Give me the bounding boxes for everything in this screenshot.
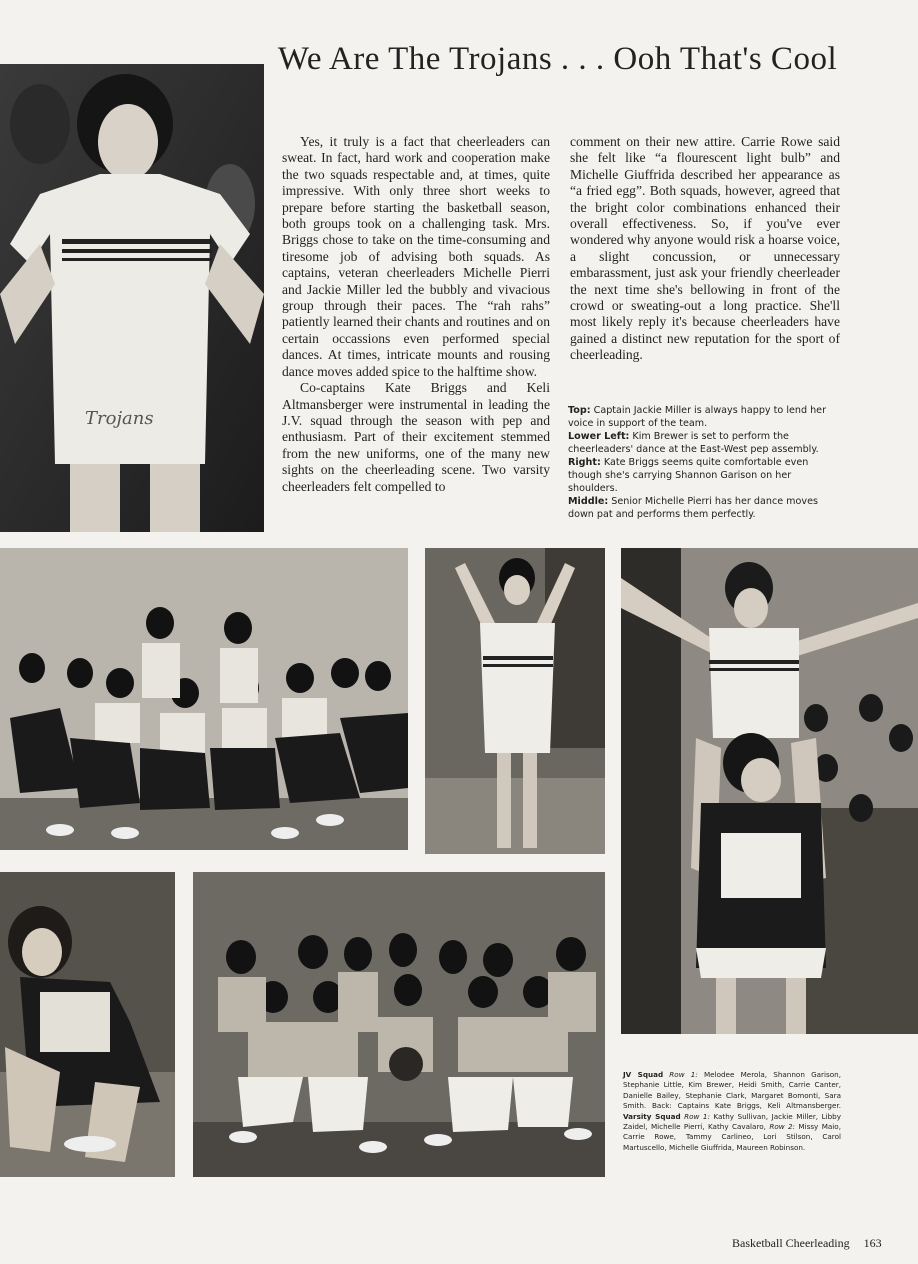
roster-jv-label: JV Squad (623, 1070, 664, 1079)
roster-row-label: Row 2: (769, 1122, 795, 1132)
uniform-lettering: Trojans (85, 408, 154, 429)
caption-label: Lower Left: (568, 431, 630, 443)
photo-jv-squad (193, 872, 605, 1177)
caption-text: Kim Brewer is set to perform the cheerleaders' dance at the East-West pep assembly. (568, 431, 819, 455)
caption-label: Middle: (568, 496, 609, 508)
article-paragraph: comment on their new attire. Carrie Rowe said she felt like “a flourescent light bulb” and Michelle Giuffrida described her appearance as “a fried egg”. Both squads, however, agreed that the bright color combinations enhanced their overall effectiveness. So, if you've ever wondered why anyone would risk a hoarse voice, a slight concussion, or unnecessary embarassment, just ask your friendly cheerleader the next time she's bellowing in front of the crowd or sweating-out a long practice. She'll most likely reply it's because cheerleaders have gained a distinct new reputation for the sport of cheerleading. (570, 134, 840, 363)
roster-row-label: Row 1: (669, 1070, 698, 1079)
photo-captions (568, 405, 840, 522)
roster-caption (623, 1070, 841, 1153)
article-column-2 (570, 134, 840, 364)
photo-lower-left-image (0, 872, 175, 1177)
photo-lower-left-kim-brewer (0, 872, 175, 1177)
photo-top-jackie-miller (0, 64, 264, 532)
footer-section: Basketball Cheerleading (732, 1236, 850, 1250)
roster-varsity-row1: Kathy Sullivan, Jackie Miller, Libby Zaidel, Michelle Pierri, Kathy Cavalaro, (623, 1111, 841, 1132)
caption-label: Top: (568, 405, 591, 416)
caption-lower-left (568, 431, 840, 456)
article-paragraph: Co-captains Kate Briggs and Keli Altmansberger were instrumental in leading the J.V. squad through the season with pep and enthusiasm. Part of their excitement stemmed from the new uniforms, one of the many new sights on the cheerleading scene. Two varsity cheerleaders felt compelled to (282, 380, 550, 494)
roster-varsity-row2: Missy Maio, Carrie Rowe, Tammy Carlineo, Lori Stilson, Carol Martuscello, Michelle Giuffrida, Maureen Robinson. (623, 1122, 841, 1152)
caption-middle (568, 496, 840, 521)
caption-top (568, 405, 840, 430)
photo-middle-image (425, 548, 605, 854)
caption-text: Kate Briggs seems quite comfortable even though she's carrying Shannon Garison on her shoulders. (568, 457, 809, 494)
caption-right (568, 457, 840, 495)
photo-varsity-image (0, 548, 408, 850)
photo-middle-michelle-pierri (425, 548, 605, 854)
page-number: 163 (863, 1236, 882, 1250)
photo-varsity-squad (0, 548, 408, 850)
roster-jv-row1: Melodee Merola, Shannon Garison, Stephanie Little, Kim Brewer, Heidi Smith, Carrie Canter, Danielle Bailey, Stephanie Clark, Margaret Bomonti, Sara Smith. Back: Captains Kate Briggs, Keli Altmansberger. (623, 1070, 841, 1111)
caption-text: Captain Jackie Miller is always happy to lend her voice in support of the team. (568, 405, 827, 429)
page-footer (732, 1236, 882, 1251)
roster-varsity-label: Varsity Squad (623, 1111, 681, 1121)
photo-jv-image (193, 872, 605, 1177)
photo-right-kate-briggs (621, 548, 918, 1034)
caption-label: Right: (568, 457, 601, 469)
page-title: We Are The Trojans . . . Ooh That's Cool (277, 41, 838, 77)
photo-top-image (0, 64, 264, 532)
caption-text: Senior Michelle Pierri has her dance moves down pat and performs them perfectly. (568, 496, 818, 520)
article-paragraph: Yes, it truly is a fact that cheerleaders can sweat. In fact, hard work and cooperation make the two squads respectable and, at times, quite impressive. With only three short weeks to prepare before starting the basketball season, both groups took on a challenging task. Mrs. Briggs chose to take on the time-consuming and tiresome job of advising both squads. As captains, veteran cheerleaders Michelle Pierri and Jackie Miller led the bubbly and vivacious group through their paces. The “rah rahs” patiently learned their chants and routines and on certain occassions even performed special dances. At times, intricate mounts and rousing dance moves added spice to the halftime show. (282, 134, 550, 379)
roster-row-label: Row 1: (684, 1111, 710, 1121)
photo-right-image (621, 548, 918, 1034)
article-column-1 (282, 134, 550, 495)
